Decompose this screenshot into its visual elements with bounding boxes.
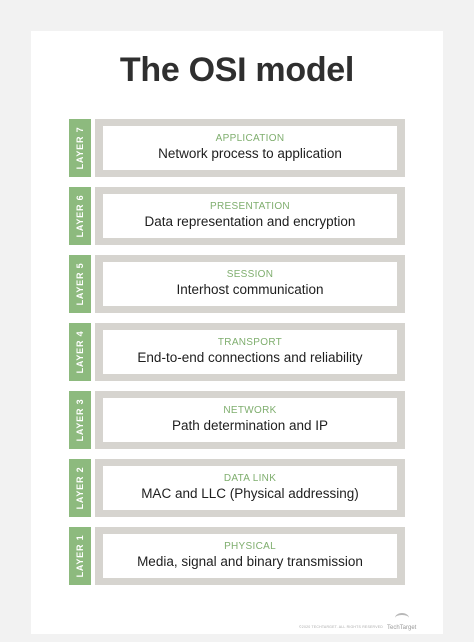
techtarget-logo xyxy=(387,617,435,631)
layer-number-label: LAYER 1 xyxy=(75,534,85,578)
layer-number-label: LAYER 2 xyxy=(75,466,85,510)
layer-number-label: LAYER 6 xyxy=(75,194,85,238)
layer-tab xyxy=(69,119,91,177)
layer-description: Data representation and encryption xyxy=(144,214,356,229)
layer-row-1 xyxy=(69,527,405,585)
layer-number-label: LAYER 4 xyxy=(75,330,85,374)
layer-box xyxy=(95,187,405,245)
layer-description: Interhost communication xyxy=(176,282,324,297)
layer-content xyxy=(103,466,397,510)
layer-box xyxy=(95,323,405,381)
layer-content xyxy=(103,194,397,238)
copyright-text: ©2020 TECHTARGET. ALL RIGHTS RESERVED xyxy=(299,625,383,629)
layer-name: APPLICATION xyxy=(215,133,285,144)
layer-row-4 xyxy=(69,323,405,381)
layer-content xyxy=(103,330,397,374)
diagram-card xyxy=(31,31,443,634)
layer-description: Media, signal and binary transmission xyxy=(137,554,363,569)
layer-box xyxy=(95,119,405,177)
layer-row-7 xyxy=(69,119,405,177)
layer-description: Path determination and IP xyxy=(171,418,329,433)
layer-tab xyxy=(69,527,91,585)
layer-description: End-to-end connections and reliability xyxy=(137,350,363,365)
layer-description: Network process to application xyxy=(158,146,342,161)
layer-number-label: LAYER 3 xyxy=(75,398,85,442)
layer-box xyxy=(95,527,405,585)
layer-tab xyxy=(69,323,91,381)
layer-tab xyxy=(69,391,91,449)
layer-description: MAC and LLC (Physical addressing) xyxy=(141,486,359,501)
layer-row-5 xyxy=(69,255,405,313)
layer-row-6 xyxy=(69,187,405,245)
layer-tab xyxy=(69,187,91,245)
layer-number-label: LAYER 7 xyxy=(75,126,85,170)
layer-name: SESSION xyxy=(226,269,274,280)
layer-box xyxy=(95,459,405,517)
logo-text: TechTarget xyxy=(387,625,417,631)
layer-box xyxy=(95,255,405,313)
logo-arc-icon xyxy=(395,613,409,623)
layer-name: PHYSICAL xyxy=(224,541,276,552)
layer-name: PRESENTATION xyxy=(210,201,290,212)
layer-content xyxy=(103,126,397,170)
layer-row-2 xyxy=(69,459,405,517)
diagram-title: The OSI model xyxy=(119,51,355,89)
layer-name: TRANSPORT xyxy=(217,337,283,348)
layer-box xyxy=(95,391,405,449)
layer-content xyxy=(103,262,397,306)
layer-name: NETWORK xyxy=(223,405,277,416)
layer-content xyxy=(103,398,397,442)
layer-row-3 xyxy=(69,391,405,449)
layer-number-label: LAYER 5 xyxy=(75,262,85,306)
layer-name: DATA LINK xyxy=(223,473,277,484)
layer-content xyxy=(103,534,397,578)
layer-tab xyxy=(69,255,91,313)
layer-tab xyxy=(69,459,91,517)
